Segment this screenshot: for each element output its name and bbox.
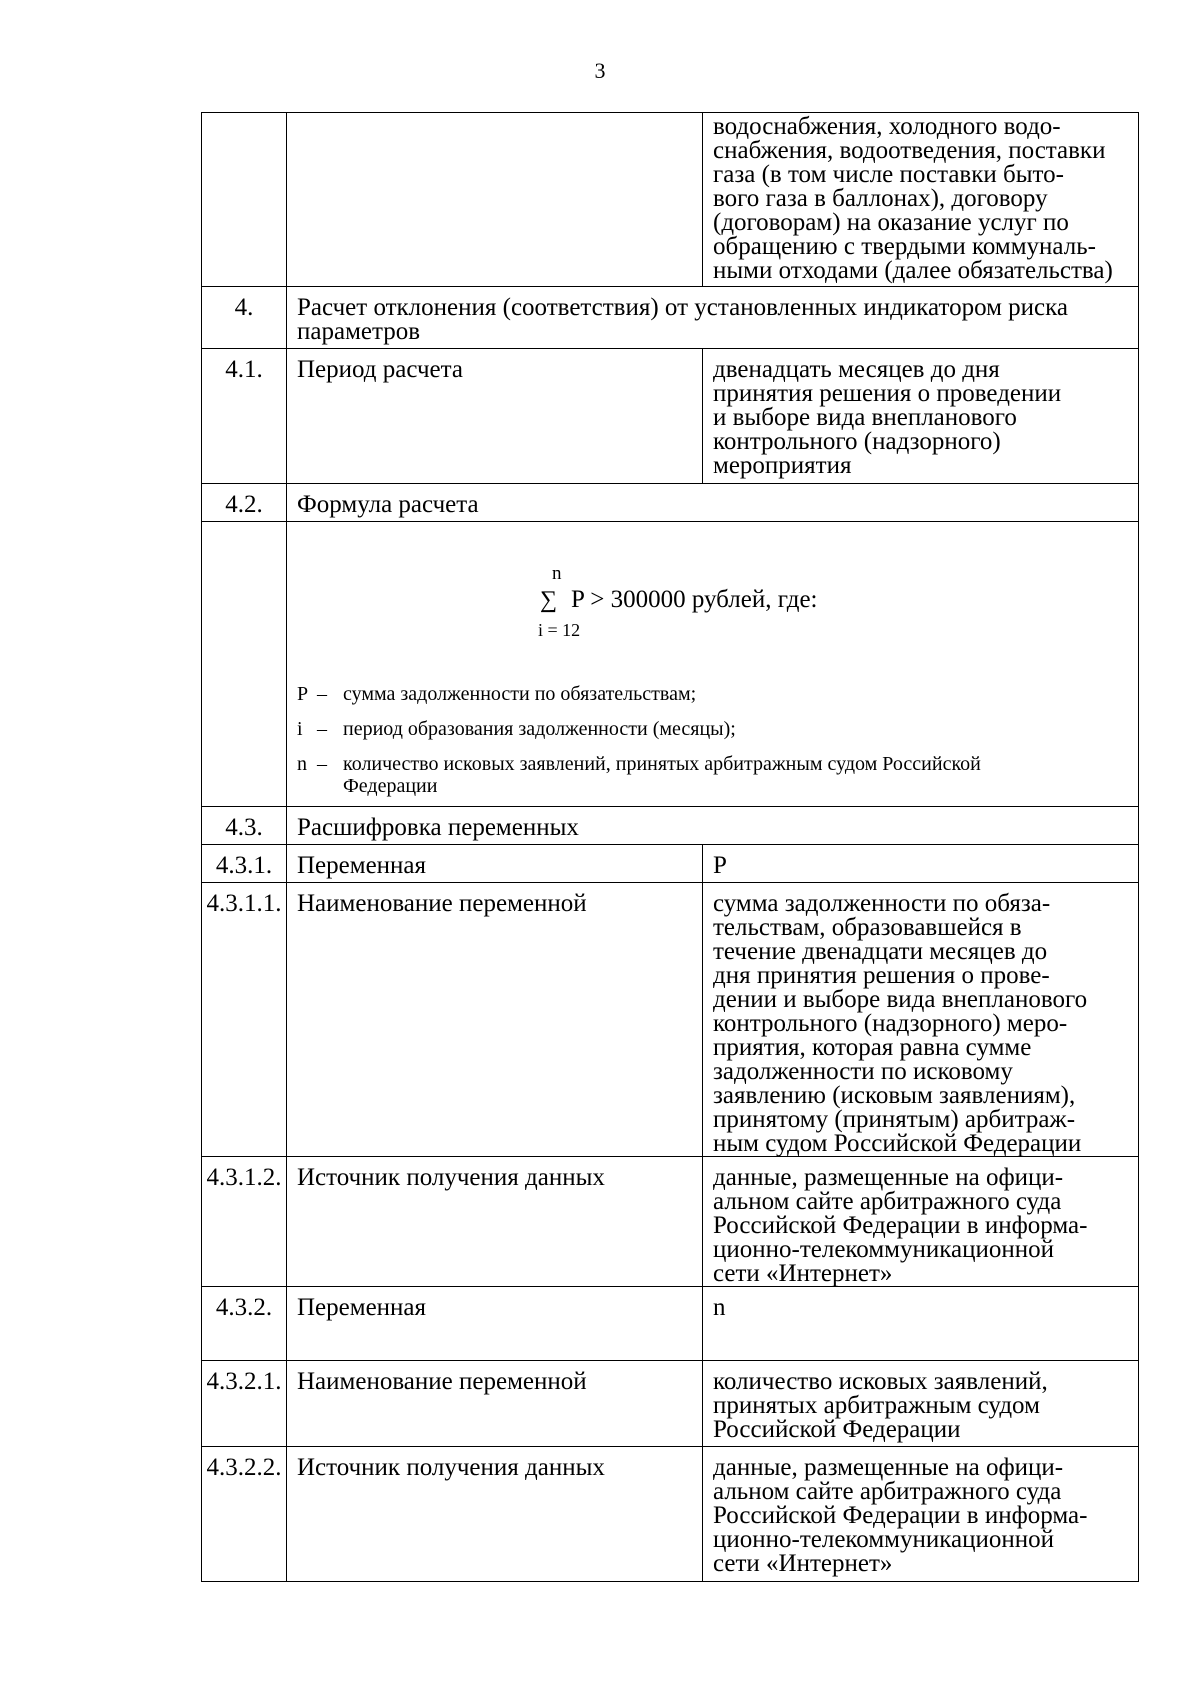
row-value: данные, размещенные на офици- альном сайте арбитражного суда Российской Федерации в информа- ционно-телекоммуникационной сети «Интернет»	[703, 1447, 1139, 1582]
row-name: Источник получения данных	[287, 1447, 703, 1582]
table-row	[202, 349, 1139, 484]
table-row	[202, 1447, 1139, 1582]
legend-symbol: n	[297, 753, 307, 775]
row-name: Переменная	[287, 1287, 703, 1361]
legend-text: период образования задолженности (месяцы);	[343, 718, 736, 740]
row-name: Период расчета	[287, 349, 703, 484]
formula-upper-limit: n	[552, 563, 562, 584]
legend-item	[297, 718, 736, 740]
table-row	[202, 113, 1139, 287]
row-number: 4.3.	[202, 807, 287, 845]
formula-cell	[287, 522, 1139, 807]
row-name: Наименование переменной	[287, 1361, 703, 1447]
row-name: Наименование переменной	[287, 883, 703, 1157]
row-name: Переменная	[287, 845, 703, 883]
row-value: n	[703, 1287, 1139, 1361]
row-name-cell	[287, 113, 703, 287]
table-row	[202, 484, 1139, 522]
row-number-cell	[202, 113, 287, 287]
row-number: 4.1.	[202, 349, 287, 484]
section-title: Формула расчета	[287, 484, 1139, 522]
row-name: Источник получения данных	[287, 1157, 703, 1287]
legend-item	[297, 683, 696, 705]
table-row	[202, 1361, 1139, 1447]
section-title: Расчет отклонения (соответствия) от установленных индикатором риска параметров	[287, 287, 1139, 349]
row-number-cell	[202, 522, 287, 807]
row-value-cell: водоснабжения, холодного водо- снабжения, водоотведения, поставки газа (в том числе поставки быто- вого газа в баллонах), договору (договорам) на оказание услуг по обращению с твердыми коммуналь- ными отходами (далее обязательства)	[703, 113, 1139, 287]
table-row	[202, 522, 1139, 807]
legend-dash: –	[317, 683, 327, 705]
row-number: 4.3.2.	[202, 1287, 287, 1361]
row-number: 4.2.	[202, 484, 287, 522]
row-value: двенадцать месяцев до дня принятия решения о проведении и выборе вида внепланового контрольного (надзорного) мероприятия	[703, 349, 1139, 484]
table-row	[202, 287, 1139, 349]
legend-symbol: i	[297, 718, 303, 740]
table-row	[202, 845, 1139, 883]
page-number: 3	[594, 58, 606, 83]
table-row	[202, 1157, 1139, 1287]
legend-symbol: P	[297, 683, 309, 705]
formula-lower-limit: i = 12	[538, 620, 581, 640]
formula-expression: P > 300000 рублей, где:	[571, 586, 818, 613]
table-row	[202, 883, 1139, 1157]
table-row	[202, 1287, 1139, 1361]
legend-text: сумма задолженности по обязательствам;	[343, 683, 697, 705]
indicator-table	[201, 112, 1139, 1582]
table-row	[202, 807, 1139, 845]
row-number: 4.3.2.1.	[202, 1361, 287, 1447]
row-number: 4.	[202, 287, 287, 349]
legend-dash: –	[317, 718, 327, 740]
sum-symbol: ∑	[540, 587, 558, 613]
legend-text: количество исковых заявлений, принятых арбитражным судом Российской	[343, 753, 981, 775]
row-number: 4.3.1.1.	[202, 883, 287, 1157]
legend-dash: –	[317, 753, 327, 775]
row-number: 4.3.2.2.	[202, 1447, 287, 1582]
row-value: сумма задолженности по обяза- тельствам, образовавшейся в течение двенадцати месяцев до дня принятия решения о прове- дении и выборе вида внепланового контрольного (надзорного) меро- приятия, которая равна сумме задолженности по исковому заявлению (исковым заявлениям), принятому (принятым) арбитраж- ным судом Российской Федерации	[703, 883, 1139, 1157]
section-title: Расшифровка переменных	[287, 807, 1139, 845]
legend-text-continuation: Федерации	[343, 775, 438, 797]
row-value: P	[703, 845, 1139, 883]
row-number: 4.3.1.2.	[202, 1157, 287, 1287]
row-number: 4.3.1.	[202, 845, 287, 883]
legend-item	[297, 753, 981, 797]
row-value: количество исковых заявлений, принятых арбитражным судом Российской Федерации	[703, 1361, 1139, 1447]
row-value: данные, размещенные на офици- альном сайте арбитражного суда Российской Федерации в информа- ционно-телекоммуникационной сети «Интернет»	[703, 1157, 1139, 1287]
